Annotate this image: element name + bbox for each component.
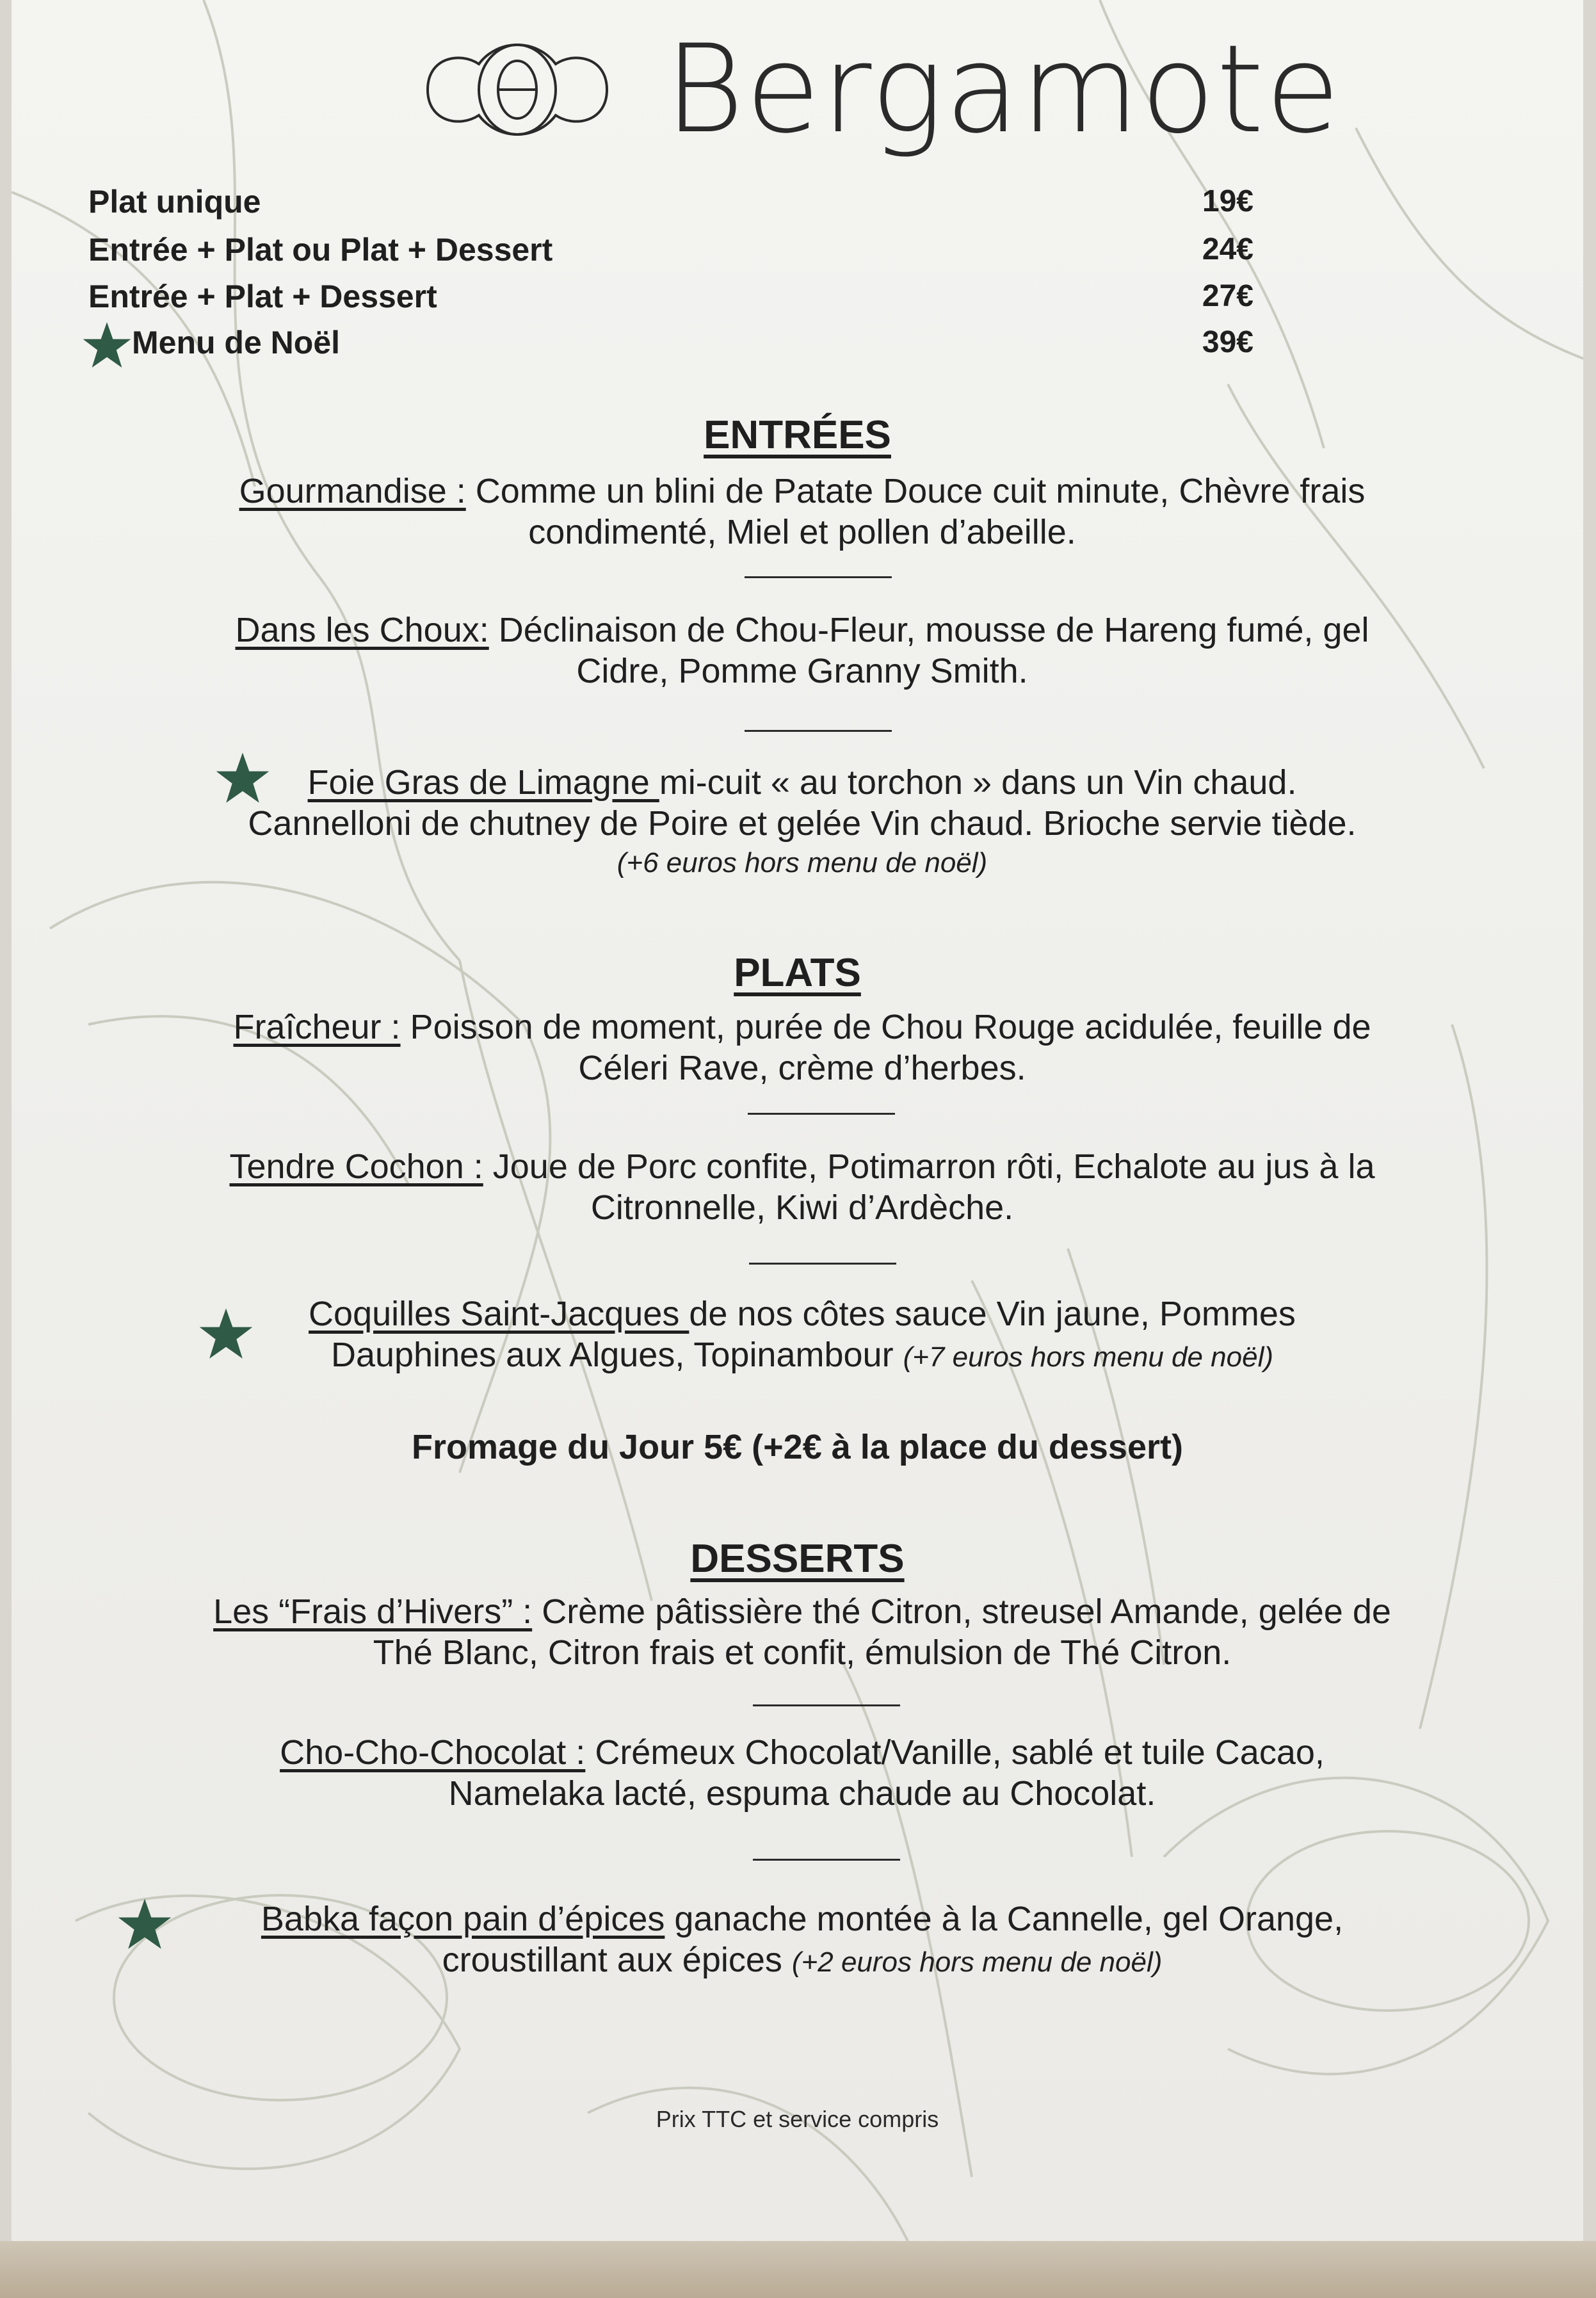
dish-tendre-cochon [101, 1146, 1503, 1228]
dish-description: de nos côtes sauce Vin jaune, Pommes [689, 1295, 1296, 1333]
dish-name: Tendre Cochon : [229, 1147, 483, 1186]
divider [753, 1704, 900, 1706]
star-icon [82, 320, 132, 370]
bergamot-logo-icon [408, 26, 626, 154]
dish-name: Fraîcheur : [233, 1008, 401, 1046]
dish-description: Joue de Porc confite, Potimarron rôti, Echalote au jus à la [483, 1147, 1375, 1186]
dish-note: (+2 euros hors menu de noël) [791, 1946, 1163, 1978]
formula-price: 27€ [1202, 279, 1253, 313]
dish-description: Poisson de moment, purée de Chou Rouge acidulée, feuille de [400, 1008, 1371, 1046]
menu-noel-label: Menu de Noël [132, 325, 341, 361]
dish-description: Namelaka lacté, espuma chaude au Chocolat. [448, 1774, 1156, 1813]
dish-gourmandise [101, 471, 1503, 553]
dish-description: Thé Blanc, Citron frais et confit, émulsion de Thé Citron. [373, 1633, 1232, 1672]
dish-description: condimenté, Miel et pollen d’abeille. [528, 513, 1076, 551]
dish-frais-d-hivers [101, 1591, 1503, 1673]
formula-price: 24€ [1202, 232, 1253, 266]
dish-description: Cidre, Pomme Granny Smith. [576, 652, 1028, 690]
section-title-entrees: ENTRÉES [704, 413, 891, 457]
section-title-plats: PLATS [734, 951, 861, 995]
section-title-desserts: DESSERTS [690, 1537, 905, 1581]
dish-foie-gras [101, 762, 1503, 844]
dish-description: ganache montée à la Cannelle, gel Orange, [665, 1900, 1344, 1938]
dish-description: Comme un blini de Patate Douce cuit minute, Chèvre frais [465, 472, 1366, 510]
divider [745, 576, 892, 578]
formula-label: Entrée + Plat + Dessert [88, 279, 437, 314]
dish-description: Céleri Rave, crème d’herbes. [578, 1049, 1026, 1087]
divider [753, 1859, 900, 1861]
dish-babka [101, 1898, 1503, 1983]
formula-row [88, 227, 1253, 272]
dish-dans-les-choux [101, 610, 1503, 692]
dish-note: (+6 euros hors menu de noël) [617, 847, 988, 878]
dish-description: Citronnelle, Kiwi d’Ardèche. [590, 1188, 1014, 1227]
formula-row [88, 274, 1253, 319]
dish-description: Cannelloni de chutney de Poire et gelée Vin chaud. Brioche servie tiède. [248, 804, 1357, 843]
dish-description: Crème pâtissière thé Citron, streusel Amande, gelée de [532, 1592, 1391, 1631]
dish-description: croustillant aux épices [442, 1941, 782, 1979]
dish-description: Dauphines aux Algues, Topinambour [330, 1336, 894, 1374]
dish-description: Crémeux Chocolat/Vanille, sablé et tuile Cacao, [585, 1733, 1325, 1772]
dish-name: Babka façon pain d’épices [261, 1900, 665, 1938]
brand-name: Bergamote [665, 19, 1342, 160]
formula-label-christmas [88, 320, 340, 370]
dish-fraicheur [101, 1007, 1503, 1088]
dish-description: mi-cuit « au torchon » dans un Vin chaud. [659, 763, 1297, 802]
formula-label: Entrée + Plat ou Plat + Dessert [88, 232, 553, 268]
dish-name: Foie Gras de Limagne [307, 763, 659, 802]
footer-note: Prix TTC et service compris [656, 2106, 939, 2132]
dish-name: Gourmandise : [239, 472, 466, 510]
dish-cho-cho-chocolat [101, 1732, 1503, 1814]
dish-name: Cho-Cho-Chocolat : [280, 1733, 586, 1772]
divider [749, 1263, 896, 1265]
dish-name: Dans les Choux: [235, 611, 489, 649]
divider [748, 1113, 895, 1115]
formula-price: 19€ [1202, 184, 1253, 218]
formula-row [88, 179, 1253, 224]
divider [745, 730, 892, 732]
formula-price: 39€ [1202, 325, 1253, 359]
formula-label: Plat unique [88, 184, 261, 220]
dish-name: Coquilles Saint-Jacques [309, 1295, 689, 1333]
dish-name: Les “Frais d’Hivers” : [213, 1592, 533, 1631]
dish-note: (+7 euros hors menu de noël) [903, 1341, 1274, 1373]
dish-description: Déclinaison de Chou-Fleur, mousse de Hareng fumé, gel [488, 611, 1369, 649]
dish-coquilles-saint-jacques [101, 1293, 1503, 1378]
formula-row [88, 320, 1253, 365]
cheese-of-the-day: Fromage du Jour 5€ (+2€ à la place du dessert) [412, 1428, 1183, 1466]
stand-base [0, 2241, 1596, 2298]
menu-sheet [12, 0, 1583, 2241]
